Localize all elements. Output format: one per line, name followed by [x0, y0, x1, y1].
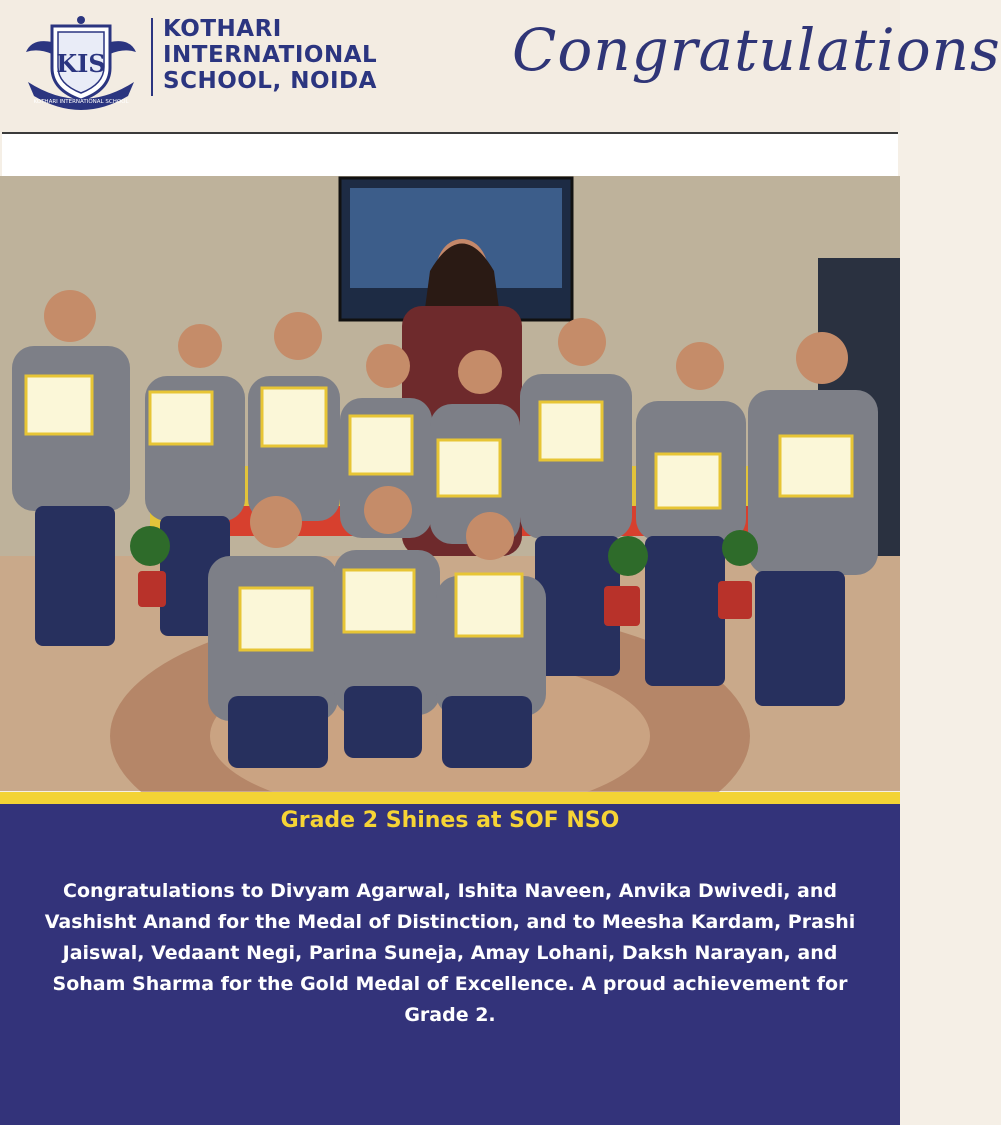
school-name-line-2: INTERNATIONAL — [163, 42, 378, 68]
crest-banner-text: KOTHARI INTERNATIONAL SCHOOL — [33, 99, 129, 105]
post-body-text: Congratulations to Divyam Agarwal, Ishita Naveen, Anvika Dwivedi, and Vashisht Anand for the Medal of Distinction, and to Meesha Kardam, Prashi Jaiswal, Vedaant Negi, Parina Suneja, Amay Lohani, Daksh Narayan, and Soham Sharma for the Gold Medal of Excellence. A proud achievement for Grade 2. — [44, 880, 856, 1026]
school-name-line-1: KOTHARI — [163, 16, 282, 42]
school-name-line-3: SCHOOL, NOIDA — [163, 68, 377, 94]
school-crest-logo — [22, 12, 140, 116]
group-photo-image — [0, 176, 900, 791]
header — [0, 0, 1001, 132]
accent-yellow-line — [0, 792, 900, 804]
white-strip — [2, 132, 898, 177]
crest-initials: KIS — [56, 49, 106, 78]
header-divider — [151, 18, 153, 96]
congratulations-script: Congratulations — [512, 16, 1001, 84]
school-name — [163, 16, 377, 94]
group-photo-illustration — [0, 176, 900, 791]
post-headline: Grade 2 Shines at SOF NSO — [280, 808, 620, 833]
